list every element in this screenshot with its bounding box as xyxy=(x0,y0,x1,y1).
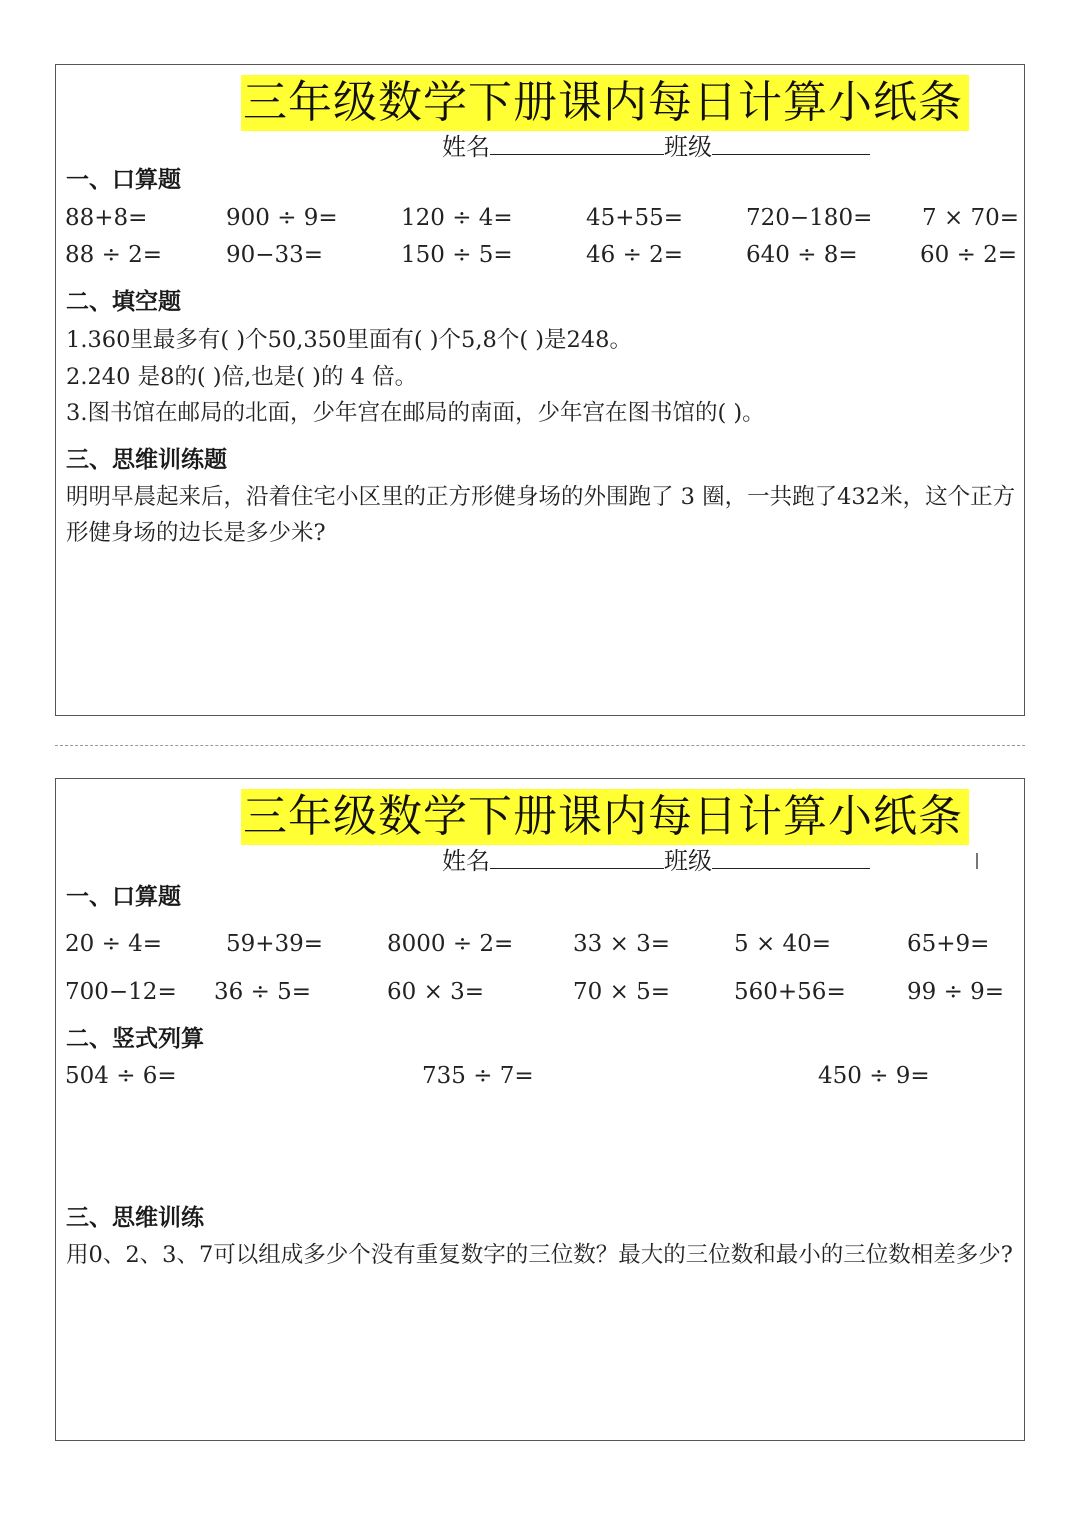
worksheet-title: 三年级数学下册课内每日计算小纸条 xyxy=(241,789,969,845)
cut-line xyxy=(55,745,1025,746)
vertical-item: 450 ÷ 9= xyxy=(818,1063,930,1089)
oral-item: 70 × 5= xyxy=(573,979,671,1005)
worksheet-title: 三年级数学下册课内每日计算小纸条 xyxy=(241,75,969,131)
oral-item: 46 ÷ 2= xyxy=(586,242,684,268)
fill-question-1: 1.360里最多有( )个50,350里面有( )个5,8个( )是248。 xyxy=(66,327,632,353)
fill-question-3: 3.图书馆在邮局的北面，少年宫在邮局的南面，少年宫在图书馆的( )。 xyxy=(66,400,765,426)
oral-item: 700−12= xyxy=(65,979,177,1005)
section-thinking-heading: 三、思维训练 xyxy=(66,1205,204,1231)
thinking-question: 用0、2、3、7可以组成多少个没有重复数字的三位数？最大的三位数和最小的三位数相差多少? xyxy=(66,1242,1013,1268)
vertical-item: 735 ÷ 7= xyxy=(422,1063,534,1089)
oral-item: 20 ÷ 4= xyxy=(65,931,163,957)
worksheet-card-2 xyxy=(55,778,1025,1441)
oral-item: 88 ÷ 2= xyxy=(65,242,163,268)
section-thinking-heading: 三、思维训练题 xyxy=(66,447,227,473)
oral-item: 900 ÷ 9= xyxy=(226,205,338,231)
name-blank[interactable] xyxy=(490,846,664,869)
oral-item: 560+56= xyxy=(734,979,846,1005)
stray-mark xyxy=(976,853,978,869)
oral-item: 88+8= xyxy=(65,205,148,231)
oral-item: 59+39= xyxy=(226,931,324,957)
section-fill-heading: 二、填空题 xyxy=(66,289,181,315)
class-blank[interactable] xyxy=(712,132,870,155)
oral-item: 33 × 3= xyxy=(573,931,671,957)
section-oral-heading: 一、口算题 xyxy=(66,167,181,193)
name-label: 姓名 xyxy=(442,133,490,161)
title-banner xyxy=(241,789,969,845)
vertical-item: 504 ÷ 6= xyxy=(65,1063,177,1089)
oral-item: 640 ÷ 8= xyxy=(746,242,858,268)
oral-item: 65+9= xyxy=(907,931,990,957)
name-blank[interactable] xyxy=(490,132,664,155)
oral-item: 60 × 3= xyxy=(387,979,485,1005)
fill-question-2: 2.240 是8的( )倍,也是( )的 4 倍。 xyxy=(66,364,418,390)
worksheet-card-1 xyxy=(55,64,1025,716)
oral-item: 36 ÷ 5= xyxy=(214,979,312,1005)
oral-item: 8000 ÷ 2= xyxy=(387,931,514,957)
title-banner xyxy=(241,75,969,131)
section-vertical-heading: 二、竖式列算 xyxy=(66,1026,204,1052)
class-blank[interactable] xyxy=(712,846,870,869)
name-class-row xyxy=(442,845,870,877)
oral-item: 90−33= xyxy=(226,242,324,268)
class-label: 班级 xyxy=(664,847,712,875)
oral-item: 5 × 40= xyxy=(734,931,832,957)
section-oral-heading: 一、口算题 xyxy=(66,884,181,910)
oral-item: 60 ÷ 2= xyxy=(920,242,1018,268)
oral-item: 7 × 70= xyxy=(922,205,1020,231)
class-label: 班级 xyxy=(664,133,712,161)
thinking-question: 明明早晨起来后，沿着住宅小区里的正方形健身场的外围跑了 3 圈，一共跑了432米，这个正方形健身场的边长是多少米? xyxy=(66,484,1016,546)
oral-item: 720−180= xyxy=(746,205,873,231)
oral-item: 99 ÷ 9= xyxy=(907,979,1005,1005)
name-label: 姓名 xyxy=(442,847,490,875)
oral-item: 150 ÷ 5= xyxy=(401,242,513,268)
name-class-row xyxy=(442,131,870,163)
oral-item: 45+55= xyxy=(586,205,684,231)
oral-item: 120 ÷ 4= xyxy=(401,205,513,231)
